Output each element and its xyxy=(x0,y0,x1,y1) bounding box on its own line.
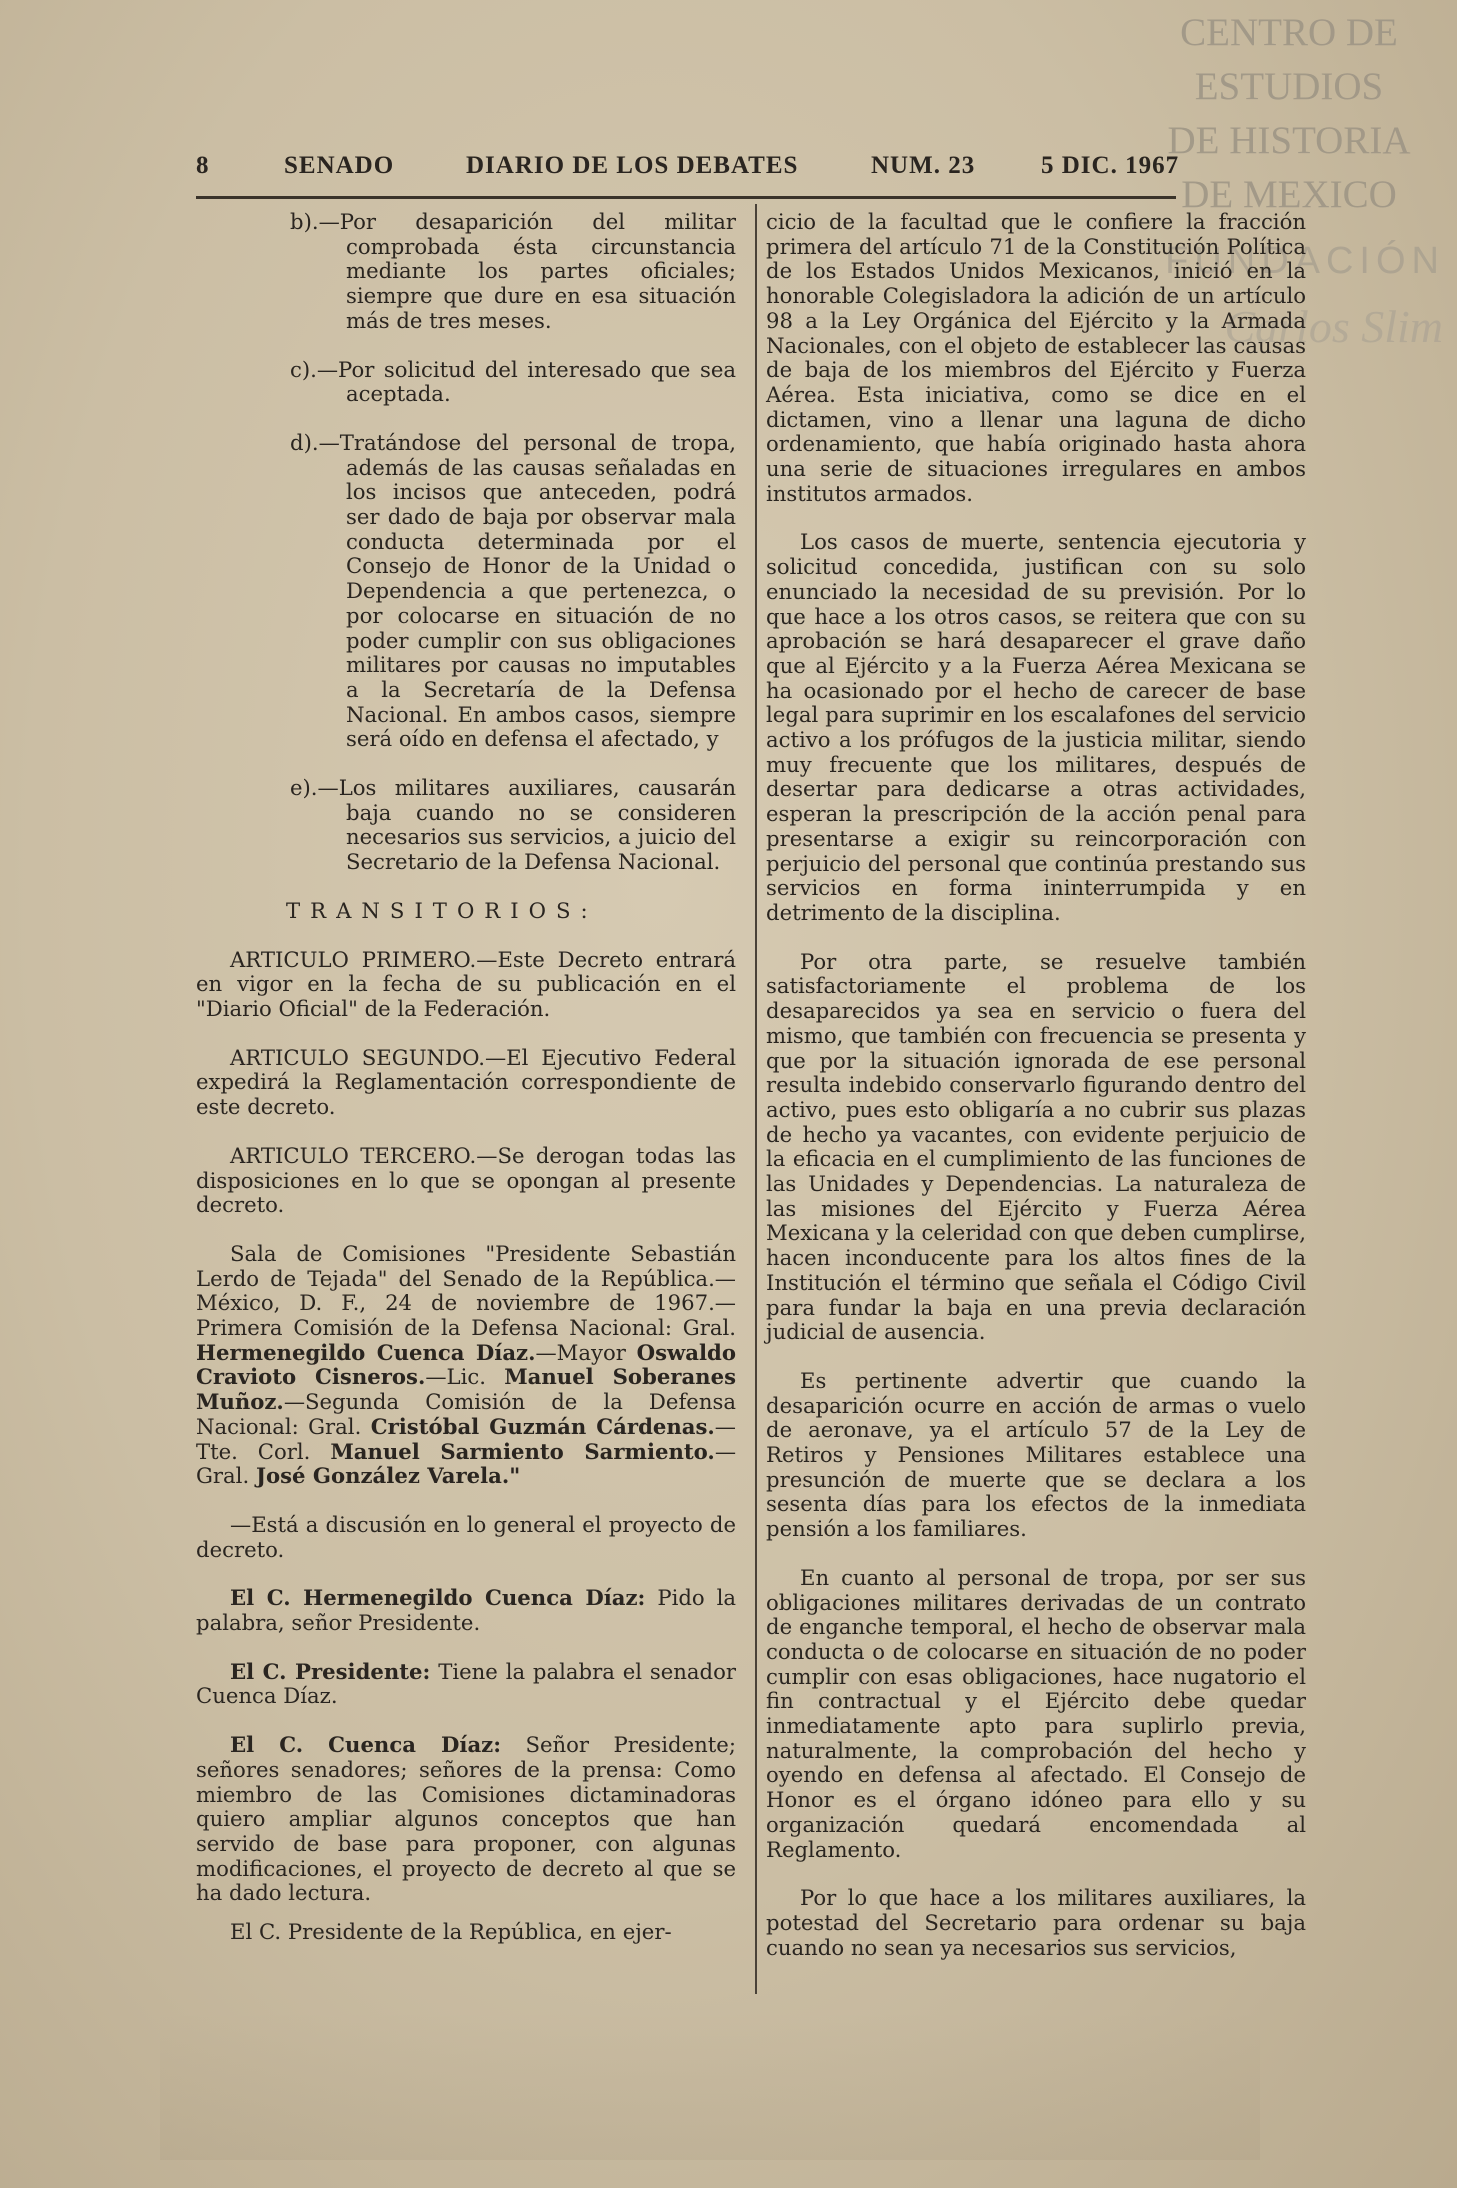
clause-b: b).—Por desaparición del militar comprobada ésta circunstancia mediante los partes oficiales; siempre que dure en esa situación más de tres meses. xyxy=(290,209,736,333)
signer-title: —Segunda Comisión de la Defensa Nacional: Gral. xyxy=(196,1389,736,1439)
header-publication: DIARIO DE LOS DEBATES xyxy=(466,152,799,179)
speech-2 xyxy=(196,1660,736,1709)
article-second: ARTICULO SEGUNDO.—El Ejecutivo Federal expedirá la Reglamentación correspondiente de este decreto. xyxy=(196,1044,736,1120)
watermark-fundacion: FUNDACIÓN xyxy=(1165,240,1445,282)
watermark-signature: Carlos Slim xyxy=(1224,301,1443,352)
watermark-line: DE HISTORIA xyxy=(1167,119,1411,162)
page-shading xyxy=(160,2010,1260,2160)
clause-d: d).—Tratándose del personal de tropa, además de las causas señaladas en los incisos que anteceden, podrá ser dado de baja por observar mala conducta determinada por el Consejo de Honor de la Unidad o Dependencia a que pertenezca, o por colocarse en situación de no poder cumplir con sus obligaciones militares por causas no imputables a la Secretaría de la Defensa Nacional. En ambos casos, siempre será oído en defensa el afectado, y xyxy=(290,429,736,752)
archive-watermark xyxy=(1139,6,1439,222)
speech-1 xyxy=(196,1586,736,1635)
signatures-text: Sala de Comisiones "Presidente Sebastián Lerdo de Tejada" del Senado de la República.—México, D. F., 24 de noviembre de 1967.—Primera Comisión de la Defensa Nacional: Gral. xyxy=(196,1240,736,1341)
speaker-name: El C. Presidente: xyxy=(230,1658,431,1684)
clause-c: c).—Por solicitud del interesado que sea aceptada. xyxy=(290,356,736,407)
article-third: ARTICULO TERCERO.—Se derogan todas las disposiciones en lo que se opongan al presente decreto. xyxy=(196,1142,736,1218)
right-paragraph-4: Es pertinente advertir que cuando la desaparición ocurre en acción de armas o vuelo de aeronave, ya el artículo 57 de la Ley de Retiros y Pensiones Militares establece una presunción de muerte que se declara a los sesenta días para los efectos de la inmediata pensión a los familiares. xyxy=(766,1367,1306,1542)
left-column xyxy=(196,210,736,1969)
article-first: ARTICULO PRIMERO.—Este Decreto entrará en vigor en la fecha de su publicación en el "Diario Oficial" de la Federación. xyxy=(196,946,736,1021)
header-number: NUM. 23 xyxy=(871,152,976,179)
right-paragraph-2: Los casos de muerte, sentencia ejecutoria y solicitud concedida, justifican con su solo enunciado la necesidad de su previsión. Por lo que hace a los otros casos, se reitera que con su aprobación se hará desaparecer el grave daño que al Ejército y a la Fuerza Aérea Mexicana se ha ocasionado por el hecho de carecer de base legal para suprimir en los escalafones del servicio activo a los prófugos de la justicia militar, siendo muy frecuente que los militares, después de desertar para dedicarse a otras actividades, esperan la prescripción de la acción penal para presentarse a exigir su reincorporación con perjuicio del personal que continúa prestando sus servicios en forma ininterrumpida y en detrimento de la disciplina. xyxy=(766,529,1306,925)
transitorios-heading: TRANSITORIOS: xyxy=(286,897,598,923)
right-column xyxy=(766,210,1306,1984)
speech-text: Pido la palabra, señor Presidente. xyxy=(196,1585,736,1636)
signer-name: Cristóbal Guzmán Cárdenas. xyxy=(370,1413,715,1439)
clause-e: e).—Los militares auxiliares, causarán baja cuando no se consideren necesarios sus servicios, a juicio del Secretario de la Defensa Nacional. xyxy=(290,775,736,875)
page-header xyxy=(196,152,1180,192)
speech-continuation: El C. Presidente de la República, en ejer- xyxy=(230,1919,672,1945)
signer-name: Manuel Sarmiento Sarmiento. xyxy=(330,1438,715,1464)
right-paragraph-5: En cuanto al personal de tropa, por ser sus obligaciones militares derivadas de un contrato de enganche temporal, el hecho de observar mala conducta o de colocarse en situación de no poder cumplir con esas obligaciones, hace nugatorio el fin contractual y el Ejército debe quedar inmediatamente apto para suplirlo previa, naturalmente, la comprobación del hecho y oyendo en defensa al afectado. El Consejo de Honor es el órgano idóneo para ello y su organización quedará encomendada al Reglamento. xyxy=(766,1564,1306,1862)
signer-name: Hermenegildo Cuenca Díaz. xyxy=(196,1339,536,1365)
speech-3 xyxy=(196,1733,736,1906)
speech-text: Señor Presidente; señores senadores; señores de la prensa: Como miembro de las Comisiones dictaminadoras quiero ampliar algunos conceptos que han servido de base para proponer, con algunas modificaciones, el proyecto de decreto al que se ha dado lectura. xyxy=(196,1732,736,1906)
signer-title: —Mayor xyxy=(535,1339,626,1365)
right-paragraph-6: Por lo que hace a los militares auxiliares, la potestad del Secretario para ordenar su baja cuando no sean ya necesarios sus servicios, xyxy=(766,1885,1306,1960)
signer-name: José González Varela." xyxy=(255,1463,521,1489)
header-date: 5 DIC. 1967 xyxy=(1041,152,1180,179)
discussion-note: —Está a discusión en lo general el proyecto de decreto. xyxy=(196,1511,736,1562)
column-divider xyxy=(755,204,757,1994)
signer-name: Oswaldo Cravioto Cisneros. xyxy=(196,1339,736,1390)
signer-title: —Tte. Corl. xyxy=(196,1413,736,1464)
right-paragraph-3: Por otra parte, se resuelve también satisfactoriamente el problema de los desaparecidos ya sea en servicio o fuera del mismo, que también con frecuencia se presenta y que por la situación ignorada de ese personal resulta indebido conservarlo figurando dentro del activo, pues esto obligaría a no cubrir sus plazas de hecho ya vacantes, con evidente perjuicio de la eficacia en el cumplimiento de las funciones de las Unidades y Dependencias. La naturaleza de las misiones del Ejército y Fuerza Aérea Mexicana y la celeridad con que deben cumplirse, hacen inconducente para los altos fines de la Institución el término que señala el Código Civil para fundar la baja en una previa declaración judicial de ausencia. xyxy=(766,948,1306,1345)
signer-title: —Lic. xyxy=(425,1364,486,1390)
header-rule xyxy=(196,196,1176,199)
page-number: 8 xyxy=(196,152,210,179)
right-paragraph-1: cicio de la facultad que le confiere la fracción primera del artículo 71 de la Constitución Política de los Estados Unidos Mexicanos, inició en la honorable Colegisladora la adición de un artículo 98 a la Ley Orgánica del Ejército y la Armada Nacionales, con el objeto de establecer las causas de baja de los miembros del Ejército y Fuerza Aérea. Esta iniciativa, como se dice en el dictamen, vino a llenar una laguna de dicho ordenamiento, que había originado hasta ahora una serie de situaciones irregulares en ambos institutos armados. xyxy=(766,209,1306,506)
watermark-line: DE MEXICO xyxy=(1181,173,1397,216)
signatures-paragraph xyxy=(196,1242,736,1489)
signer-title: —Gral. xyxy=(196,1438,736,1489)
signer-name: Manuel Soberanes Muñoz. xyxy=(196,1364,736,1415)
watermark-line: ESTUDIOS xyxy=(1194,65,1384,108)
speaker-name: El C. Hermenegildo Cuenca Díaz: xyxy=(230,1585,646,1611)
speech-text: Tiene la palabra el senador Cuenca Díaz. xyxy=(196,1658,736,1709)
watermark-line: CENTRO DE xyxy=(1180,11,1398,54)
speaker-name: El C. Cuenca Díaz: xyxy=(230,1732,502,1758)
header-chamber: SENADO xyxy=(284,152,395,179)
